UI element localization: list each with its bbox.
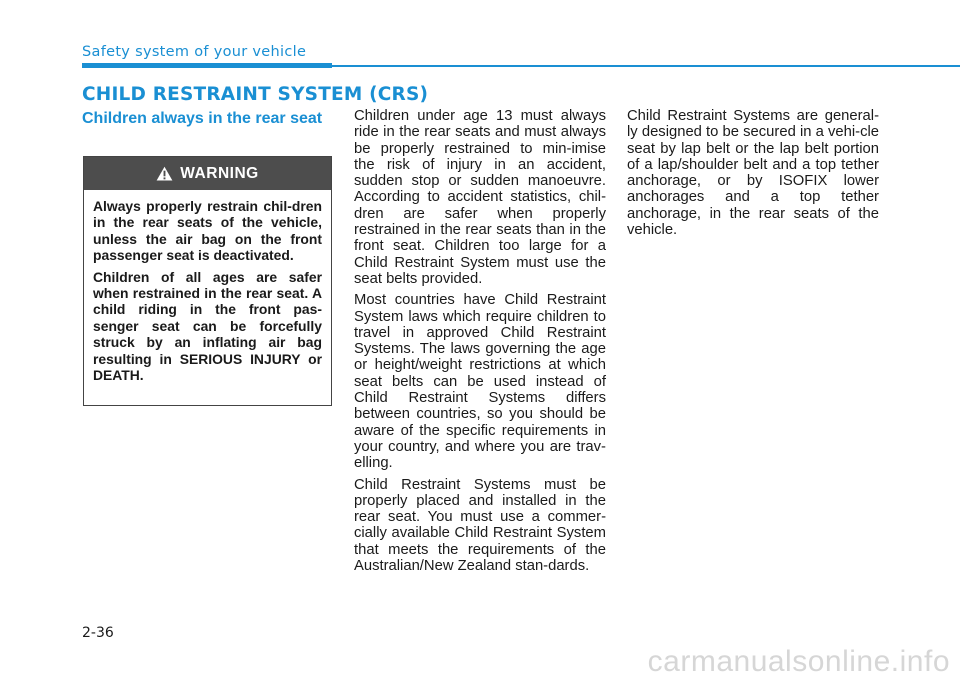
watermark: carmanualsonline.info — [647, 645, 950, 678]
page-number: 2-36 — [82, 625, 114, 641]
warning-paragraph: Always properly restrain chil-dren in the rear seats of the vehicle, unless the air bag on the front passenger seat is deactivated. — [93, 198, 322, 264]
right-column — [627, 108, 879, 243]
warning-body — [84, 190, 331, 383]
warning-box — [83, 156, 332, 406]
header-divider — [332, 65, 960, 67]
warning-paragraph: Children of all ages are safer when restrained in the rear seat. A child riding in the front pas-senger seat can be forcefully struck by an inflating air bag resulting in SERIOUS INJURY or DEATH. — [93, 268, 322, 384]
warning-header — [84, 157, 331, 190]
warning-triangle-icon — [156, 166, 173, 181]
sub-heading: Children always in the rear seat — [82, 110, 323, 127]
body-paragraph: Child Restraint Systems must be properly placed and installed in the rear seat. You must use a commer-cially available Child Restraint System that meets the requirements of the Australian/New Zealand stan-dards. — [354, 476, 606, 575]
section-header: Safety system of your vehicle — [82, 44, 307, 60]
body-paragraph: Most countries have Child Restraint System laws which require children to travel in approved Child Restraint Systems. The laws governing the age or height/weight restrictions at which seat belts can be used instead of Child Restraint Systems differs between countries, so you should be aware of the specific requirements in your country, and where you are trav-elling. — [354, 292, 606, 472]
middle-column — [354, 108, 606, 579]
body-paragraph: Children under age 13 must always ride in the rear seats and must always be properly restrained to min-imise the risk of injury in an accident, sudden stop or sudden manoeuvre. According to accident statistics, chil-dren are safer when properly restrained in the rear seats than in the front seat. Children too large for a Child Restraint System must use the seat belts provided. — [354, 108, 606, 287]
body-paragraph: Child Restraint Systems are general-ly designed to be secured in a vehi-cle seat by lap belt or the lap belt portion of a lap/shoulder belt and a top tether anchorage, or by ISOFIX lower anchorages and a top tether anchorage, in the rear seats of the vehicle. — [627, 108, 879, 239]
warning-label: WARNING — [180, 164, 259, 182]
chapter-title: CHILD RESTRAINT SYSTEM (CRS) — [82, 84, 429, 105]
header-bar — [82, 63, 332, 68]
